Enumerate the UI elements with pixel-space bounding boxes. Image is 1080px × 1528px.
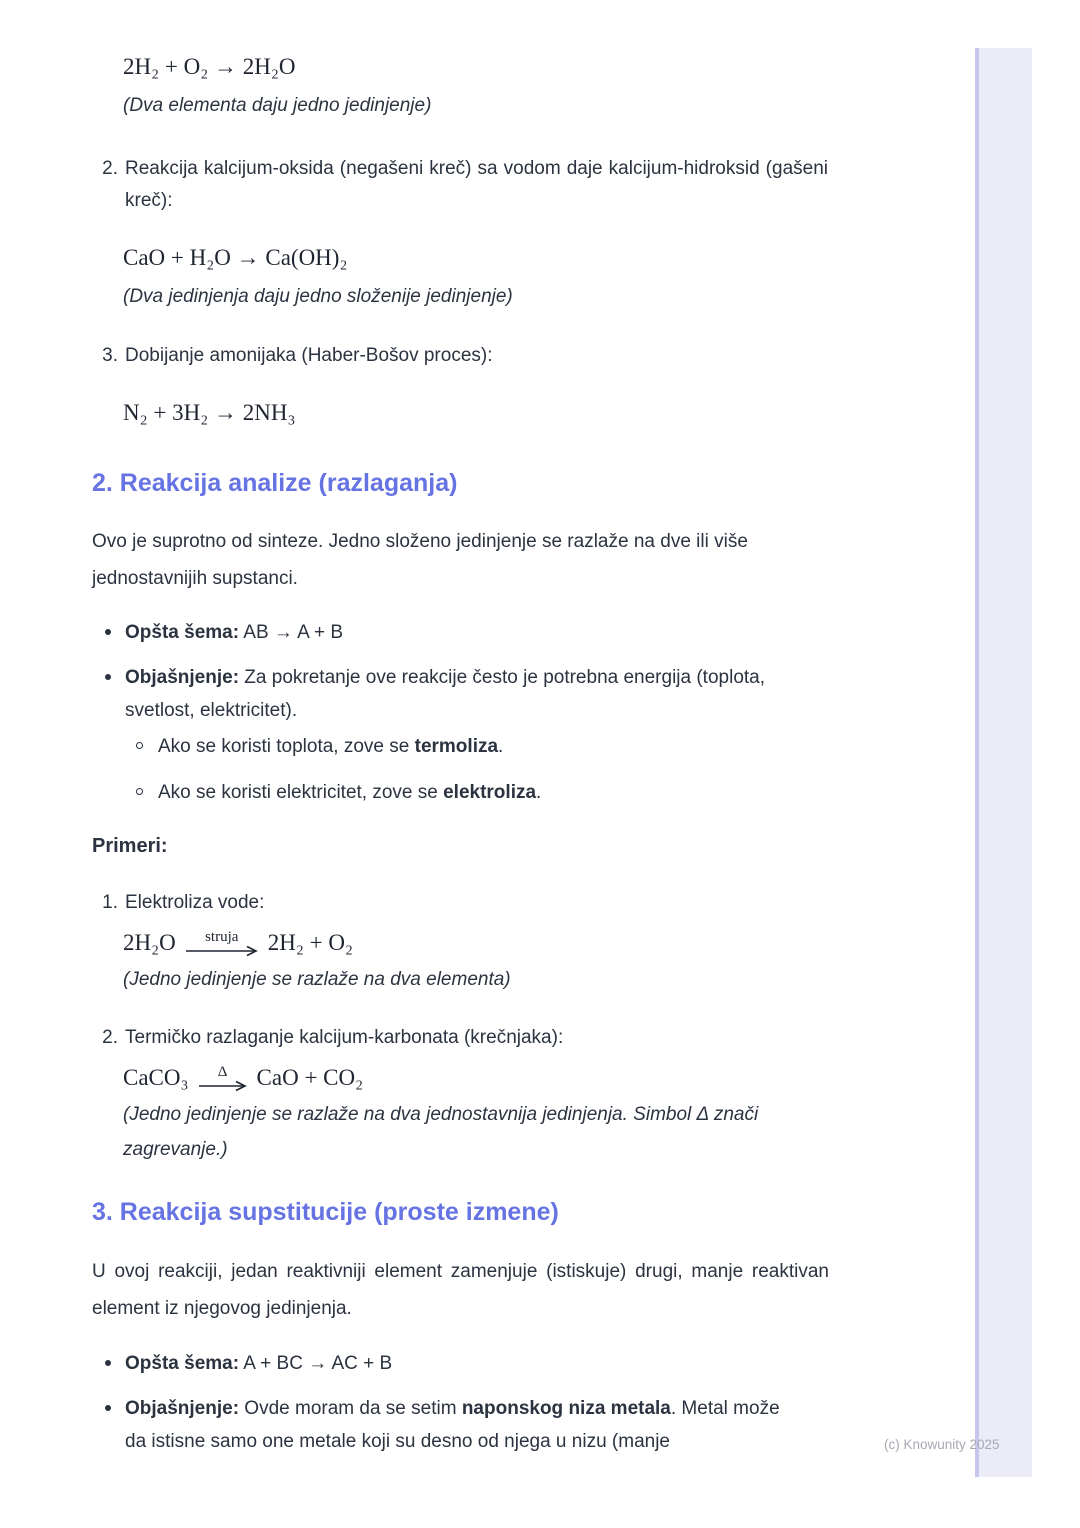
item-number: 3. xyxy=(102,345,118,366)
sub-bullet-text-end: . xyxy=(536,782,542,803)
equation-rhs: CaO + CO₂ xyxy=(256,1065,364,1090)
arrow-condition-label: Δ xyxy=(217,1063,228,1080)
sub-bullet-text-end: . xyxy=(498,736,504,757)
item-number: 2. xyxy=(102,1027,118,1048)
sub-bullet-term: termoliza xyxy=(414,736,499,757)
reaction-arrow xyxy=(197,1065,249,1092)
equation-water-synthesis: 2H₂ + O₂ → 2H₂O xyxy=(123,54,296,79)
sub-bullet-text: Ako se koristi toplota, zove se xyxy=(158,736,415,757)
bullet-text: A + BC → AC + B xyxy=(239,1353,393,1374)
sub-bullet-elektroliza xyxy=(92,776,829,809)
equation-ammonia-synthesis: N₂ + 3H₂ → 2NH₃ xyxy=(123,400,296,425)
bullet-general-scheme xyxy=(92,1347,785,1380)
equation-note: (Dva jedinjenja daju jedno složenije jedinjenje) xyxy=(123,286,513,307)
item-text: Termičko razlaganje kalcijum-karbonata (krečnjaka): xyxy=(125,1027,564,1048)
equation-note: (Jedno jedinjenje se razlaže na dva jednostavnija jedinjenja. Simbol Δ znači zagrevanje.) xyxy=(123,1104,759,1160)
sub-bullet-text: Ako se koristi elektricitet, zove se xyxy=(158,782,444,803)
bullet-text: Ovde moram da se setim xyxy=(239,1398,462,1419)
numbered-item-thermal-decomposition xyxy=(92,1022,829,1054)
numbered-item-ammonia xyxy=(92,340,829,372)
equation-calcium-carbonate-decomposition xyxy=(92,1063,829,1093)
substitution-intro-paragraph: U ovoj reakciji, jedan reaktivniji element zamenjuje (istiskuje) drugi, manje reaktivan element iz njegovog jedinjenja. xyxy=(92,1261,829,1319)
right-arrow-icon xyxy=(184,945,260,957)
bullet-text-end: . Metal može da istisne samo one metale koji su desno od njega u nizu (manje xyxy=(125,1398,780,1452)
examples-label: Primeri: xyxy=(92,835,168,857)
right-arrow-icon xyxy=(197,1080,249,1092)
numbered-item-calcium-oxide xyxy=(92,153,829,217)
sub-bullet-term: elektroliza xyxy=(443,782,537,803)
analysis-intro-paragraph: Ovo je suprotno od sinteze. Jedno složeno jedinjenje se razlaže na dve ili više jednostavnijih supstanci. xyxy=(92,531,748,589)
equation-calcium-hydroxide: CaO + H₂O → Ca(OH)₂ xyxy=(123,245,348,270)
equation-rhs: 2H₂ + O₂ xyxy=(267,930,353,955)
item-number: 2. xyxy=(102,158,118,179)
equation-lhs: CaCO₃ xyxy=(123,1065,189,1090)
item-text: Reakcija kalcijum-oksida (negašeni kreč) sa vodom daje kalcijum-hidroksid (gašeni kreč): xyxy=(125,158,828,211)
bullet-text: AB → A + B xyxy=(239,622,344,643)
equation-note: (Jedno jedinjenje se razlaže na dva elementa) xyxy=(123,969,511,990)
equation-lhs: 2H₂O xyxy=(123,930,176,955)
bullet-general-scheme xyxy=(92,616,785,649)
bullet-label: Opšta šema: xyxy=(125,1353,240,1374)
copyright-watermark: (c) Knowunity 2025 xyxy=(884,1437,1000,1452)
bullet-explanation xyxy=(92,661,785,727)
section-heading-analysis: 2. Reakcija analize (razlaganja) xyxy=(92,469,458,497)
arrow-condition-label: struja xyxy=(205,928,239,945)
numbered-item-electrolysis xyxy=(92,887,829,919)
section-heading-substitution: 3. Reakcija supstitucije (proste izmene) xyxy=(92,1198,559,1226)
item-text: Dobijanje amonijaka (Haber-Bošov proces): xyxy=(125,345,493,366)
reaction-arrow xyxy=(184,930,260,957)
item-text: Elektroliza vode: xyxy=(125,892,265,913)
equation-note: (Dva elementa daju jedno jedinjenje) xyxy=(123,95,432,116)
bullet-text: Za pokretanje ove reakcije često je potrebna energija (toplota, svetlost, elektricitet). xyxy=(125,667,766,721)
document-content xyxy=(92,0,829,1458)
bullet-explanation xyxy=(92,1392,785,1458)
next-page-edge xyxy=(975,48,1032,1477)
equation-water-electrolysis xyxy=(92,928,829,958)
bullet-label: Objašnjenje: xyxy=(125,1398,240,1419)
bullet-label: Opšta šema: xyxy=(125,622,240,643)
sub-bullet-termoliza xyxy=(92,730,829,763)
item-number: 1. xyxy=(102,892,118,913)
bullet-term: naponskog niza metala xyxy=(461,1398,671,1419)
bullet-label: Objašnjenje: xyxy=(125,667,240,688)
